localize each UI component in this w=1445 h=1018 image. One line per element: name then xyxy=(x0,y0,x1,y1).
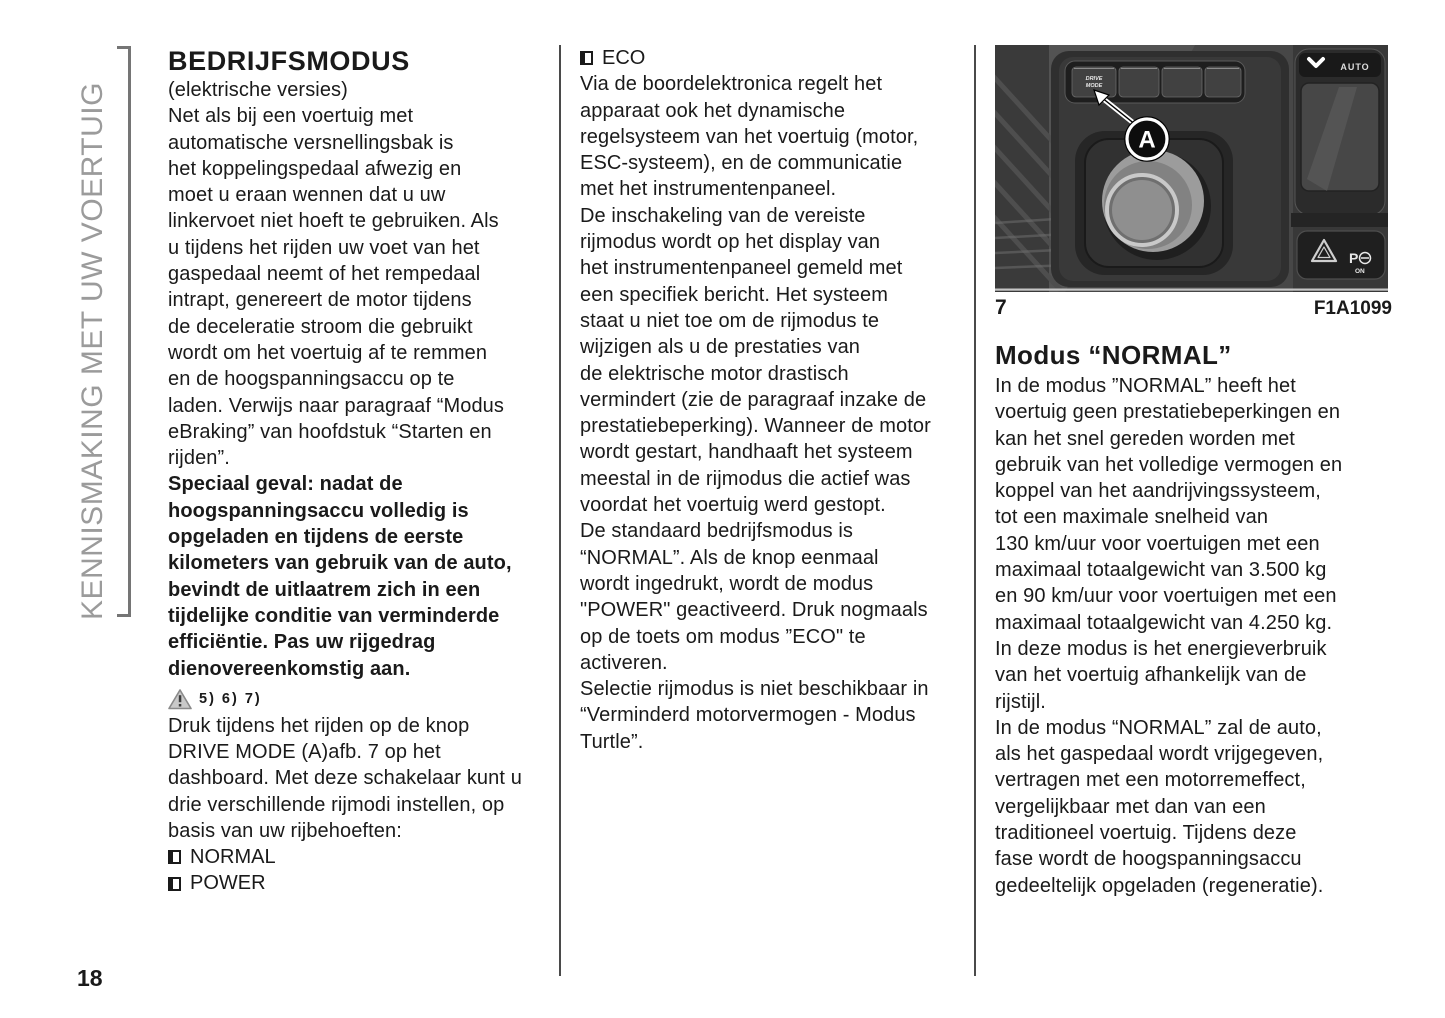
paragraph-normal-mode: In de modus ”NORMAL” heeft het voertuig geen prestatiebeperkingen en kan het snel gereden worden met gebruik van het volledige vermogen en koppel van het aandrijvingssysteem, tot een maximale snelheid van 130 km/uur voor voertuigen met een maximaal totaalgewicht van 3.500 kg en 90 km/uur voor voertuigen met een maximaal totaalgewicht van 4.250 kg. In deze modus is het energieverbruik van het voertuig afhankelijk van de rijstijl. xyxy=(995,375,1343,713)
hazard-panel xyxy=(1297,231,1385,279)
auto-label: AUTO xyxy=(1340,62,1370,72)
page-title: BEDRIJFSMODUS xyxy=(168,46,410,76)
bullet-label-normal: NORMAL xyxy=(190,845,276,868)
paragraph-mode-display: De inschakeling van de vereiste rijmodus wordt op het display van het instrumentenpaneel gemeld met een specifiek bericht. Het systeem staat u niet toe om de rijmodus te wijzigen als u de prestaties van de elektrische motor drastisch vermindert (zie de paragraaf inzake de prestatiebeperking). Wanneer de motor wordt gestart, handhaaft het systeem meestal in de rijmodus die actief was voordat het voertuig werd gestopt. xyxy=(580,204,931,517)
paragraph-ebraking: Net als bij een voertuig met automatische versnellingsbak is het koppelingspedaal afwezig en moet u eraan wennen dat u uw linkervoet niet hoeft te gebruiken. Als u tijdens het rijden uw voet van het gaspedaal neemt of het rempedaal intrapt, genereert de motor tijdens de deceleratie stroom die gebruikt wordt om het voertuig af te remmen en de hoogspanningsaccu op te laden. Verwijs naar paragraaf “Modus eBraking” van hoofdstuk “Starten en rijden”. xyxy=(168,105,505,470)
sidebar-rule xyxy=(128,46,131,617)
blank-buttons xyxy=(1119,67,1241,97)
list-item xyxy=(580,45,972,71)
column-middle xyxy=(580,45,972,755)
subtitle: (elektrische versies) xyxy=(168,79,348,101)
bullet-label-eco: ECO xyxy=(602,46,646,69)
figure-number: 7 xyxy=(995,296,1007,319)
bullet-label-power: POWER xyxy=(190,872,266,895)
section-heading-modus-normal: Modus “NORMAL” xyxy=(995,340,1232,370)
paragraph-drive-mode: Druk tijdens het rijden op de knop DRIVE MODE (A)afb. 7 op het dashboard. Met deze schakelaar kunt u drie verschillende rijmodi instellen, op basis van uw rijbehoeften: xyxy=(168,714,522,843)
column-right xyxy=(995,45,1392,899)
figure-code: F1A1099 xyxy=(1313,298,1392,319)
figure-7-dashboard-illustration xyxy=(995,45,1388,292)
paragraph-turtle-mode: Selectie rijmodus is niet beschikbaar in “Verminderd motorvermogen - Modus Turtle”. xyxy=(580,678,929,753)
drive-mode-button xyxy=(1072,67,1116,97)
sidebar-chapter-label: KENNISMAKING MET UW VOERTUIG xyxy=(76,82,109,620)
paragraph-special-case: Speciaal geval: nadat de hoogspanningsaccu volledig is opgeladen en tijdens de eerste kilometers van gebruik van de auto, bevindt de uitlaatrem zich in een tijdelijke conditie van verminderde efficiëntie. Pas uw rijgedrag dienovereenkomstig aan. xyxy=(168,473,512,680)
parking-p-label: P xyxy=(1349,250,1359,266)
drive-mode-label-line1: DRIVE xyxy=(1085,76,1103,82)
list-item xyxy=(168,871,560,897)
warning-triangle-icon xyxy=(168,689,192,710)
paragraph-regeneration: In de modus “NORMAL” zal de auto, als het gaspedaal wordt vrijgegeven, vertragen met een motorremeffect, vergelijkbaar met dan van een traditioneel voertuig. Tijdens deze fase wordt de hoogspanningsaccu gedeeltelijk opgeladen (regeneratie). xyxy=(995,716,1324,897)
bullet-square-icon xyxy=(168,877,181,891)
drive-mode-label-line2: MODE xyxy=(1085,83,1103,89)
page-number: 18 xyxy=(77,965,103,991)
bullet-square-icon xyxy=(168,850,181,864)
column-left xyxy=(168,45,560,897)
parking-on-label: ON xyxy=(1355,268,1365,275)
paragraph-default-mode: De standaard bedrijfsmodus is “NORMAL”. Als de knop eenmaal wordt ingedrukt, wordt de modus "POWER" geactiveerd. Druk nogmaals op de toets om modus ”ECO" te activeren. xyxy=(580,520,928,674)
callout-a-label: A xyxy=(1138,126,1156,154)
bullet-square-icon xyxy=(580,51,593,65)
warning-note-row xyxy=(168,686,560,713)
paragraph-electronics: Via de boordelektronica regelt het apparaat ook het dynamische regelsysteem van het voertuig (motor, ESC-systeem), en de communicatie met het instrumentenpaneel. xyxy=(580,73,919,201)
column-divider-2 xyxy=(974,45,976,976)
figure-caption xyxy=(995,296,1392,320)
warning-note-refs: 5) 6) 7) xyxy=(199,690,262,707)
list-item xyxy=(168,844,560,870)
